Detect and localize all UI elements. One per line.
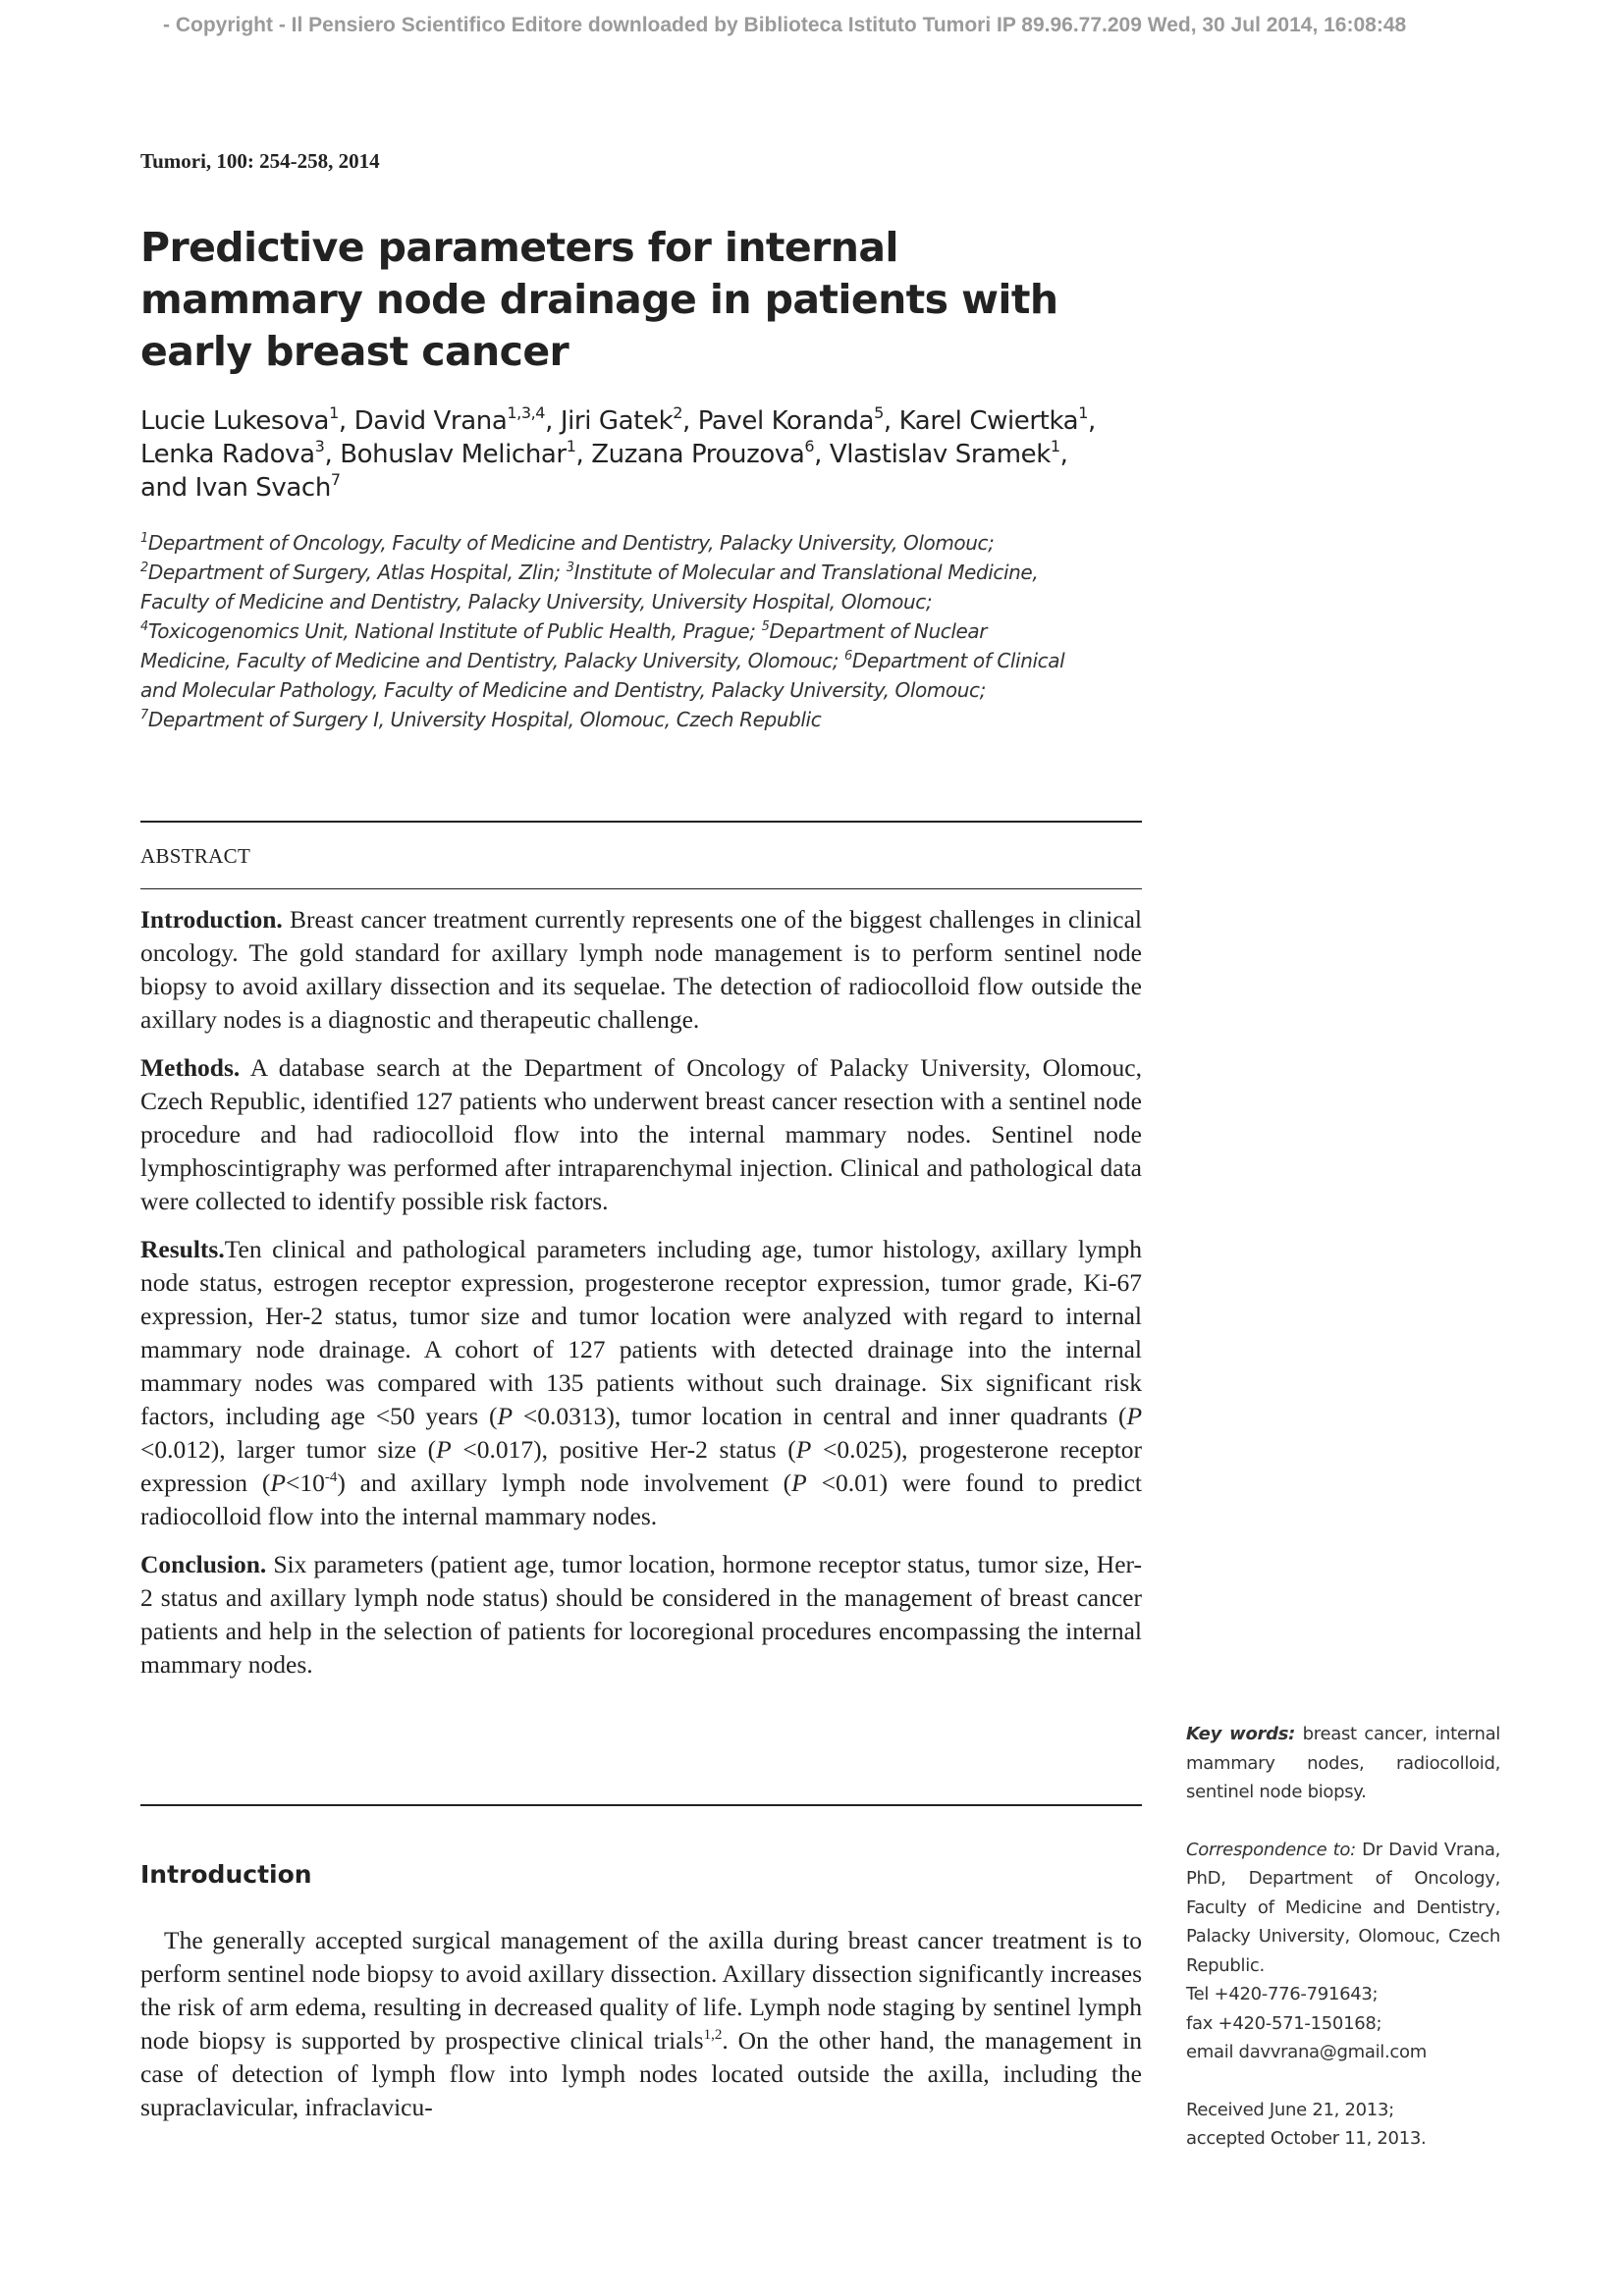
author-name: and Ivan Svach — [140, 473, 331, 503]
p-value: <10 — [285, 1468, 325, 1497]
affiliation-list — [140, 528, 1142, 734]
affiliation-line — [140, 528, 1142, 558]
journal-reference: Tumori, 100: 254-258, 2014 — [140, 149, 380, 173]
affiliation-line — [140, 675, 1142, 705]
p-value: <0.012), larger tumor size ( — [140, 1435, 437, 1464]
abstract-introduction-text: Breast cancer treatment currently represents one of the biggest challenges in clinical oncology. The gold standard for axillary lymph node management is to perform sentinel node biopsy to avoid axillary dissection and its sequelae. The detection of radiocolloid flow outside the axillary nodes is a diagnostic and therapeutic challenge. — [140, 905, 1142, 1034]
introduction-text: The generally accepted surgical management of the axilla during breast cancer treatment is to perform sentinel node biopsy to avoid axillary dissection. Axillary dissection significantly increases the risk of arm edema, resulting in decreased quality of life. Lymph node staging by sentinel lymph node biopsy is supported by prospective clinical trials — [140, 1926, 1142, 2055]
author-affiliation-marker: 1 — [566, 437, 576, 455]
correspondence-fax: fax +420-571-150168; — [1186, 2012, 1382, 2034]
affiliation-text: Department of Surgery, Atlas Hospital, Zlin; — [147, 561, 567, 584]
affiliation-marker: 7 — [140, 708, 148, 722]
keywords-block — [1186, 1720, 1500, 1807]
p-value: <0.0313), tumor location in central and inner quadrants ( — [522, 1402, 1127, 1430]
affiliation-text: Medicine, Faculty of Medicine and Dentistry, Palacky University, Olomouc; — [140, 649, 845, 672]
author-name: Lucie Lukesova — [140, 406, 330, 436]
author-affiliation-marker: 1 — [1078, 403, 1088, 422]
author-affiliation-marker: 3 — [314, 437, 325, 455]
affiliation-marker: 4 — [140, 619, 148, 634]
abstract-introduction — [140, 903, 1142, 1037]
author-affiliation-marker: 7 — [330, 470, 341, 489]
p-value: <0.017), positive Her-2 status ( — [462, 1435, 796, 1464]
abstract-introduction-label: Introduction. — [140, 905, 283, 934]
author-name: Pavel Koranda — [697, 406, 875, 436]
author-separator: , — [682, 406, 698, 436]
affiliation-line — [140, 646, 1142, 675]
correspondence-label: Correspondence to: — [1186, 1839, 1356, 1860]
affiliation-text: Institute of Molecular and Translational Medicine, — [573, 561, 1039, 584]
abstract-heading-rule — [140, 888, 1142, 889]
abstract-results-label: Results. — [140, 1235, 225, 1263]
affiliation-text: Department of Surgery I, University Hospital, Olomouc, Czech Republic — [147, 708, 822, 731]
affiliation-marker: 3 — [566, 561, 574, 575]
author-affiliation-marker: 1,3,4 — [507, 403, 546, 422]
introduction-paragraph — [140, 1924, 1142, 2124]
abstract-methods-text: A database search at the Department of Oncology of Palacky University, Olomouc, Czech Republic, identified 127 patients who underwent breast cancer resection with a sentinel node procedure and had radiocolloid flow into the internal mammary nodes. Sentinel node lymphoscintigraphy was performed after intraparenchymal injection. Clinical and pathological data were collected to identify possible risk factors. — [140, 1053, 1142, 1215]
p-letter: P — [1126, 1402, 1143, 1430]
abstract-results-text: Ten clinical and pathological parameters including age, tumor histology, axillary lymph node status, estrogen receptor expression, progesterone receptor expression, tumor grade, Ki-67 expression, Her-2 status, tumor size and tumor location were analyzed with regard to internal mammary node drainage. A cohort of 127 patients with detected drainage into the internal mammary nodes was compared with 135 patients without such drainage. Six significant risk factors, including age <50 years ( — [140, 1235, 1142, 1430]
abstract-body — [140, 903, 1142, 1696]
sidebar-notes — [1186, 1720, 1500, 2182]
affiliation-line — [140, 616, 1142, 646]
author-line — [140, 438, 1162, 471]
author-separator: , — [324, 440, 341, 469]
affiliation-text: Toxicogenomics Unit, National Institute of Public Health, Prague; — [147, 619, 762, 643]
keywords-text: breast cancer, internal mammary nodes, radiocolloid, sentinel node biopsy. — [1186, 1724, 1500, 1802]
introduction-heading: Introduction — [140, 1860, 312, 1889]
author-affiliation-marker: 1 — [329, 403, 339, 422]
author-separator: , — [575, 440, 592, 469]
abstract-heading: ABSTRACT — [140, 844, 251, 868]
author-separator: , — [338, 406, 354, 436]
p-value: <0.025), progesterone receptor expression ( — [140, 1435, 1143, 1497]
author-name: Zuzana Prouzova — [591, 440, 805, 469]
abstract-conclusion-text: Six parameters (patient age, tumor location, hormone receptor status, tumor size, Her-2 status and axillary lymph node status) should be considered in the management of breast cancer patients and help in the selection of patients for locoregional procedures encompassing the internal mammary nodes. — [140, 1550, 1143, 1679]
article-title: Predictive parameters for internal mammary node drainage in patients with early breast cancer — [140, 224, 1058, 375]
accepted-date: accepted October 11, 2013. — [1186, 2128, 1427, 2149]
author-separator: , — [1087, 406, 1096, 436]
correspondence-text: Dr David Vrana, PhD, Department of Oncology, Faculty of Medicine and Dentistry, Palacky University, Olomouc, Czech Republic. — [1186, 1839, 1500, 1976]
author-separator: , — [1059, 440, 1068, 469]
copyright-notice: - Copyright - Il Pensiero Scientifico Editore downloaded by Biblioteca Istituto Tumori IP 89.96.77.209 Wed, 30 Jul 2014, 16:08:48 — [163, 14, 1407, 36]
author-separator: , — [814, 440, 830, 469]
affiliation-text: Department of Clinical — [851, 649, 1065, 672]
author-list — [140, 404, 1162, 505]
author-name: Jiri Gatek — [560, 406, 674, 436]
correspondence-email[interactable]: email davvrana@gmail.com — [1186, 2042, 1427, 2062]
abstract-methods-label: Methods. — [140, 1053, 241, 1082]
abstract-conclusion-label: Conclusion. — [140, 1550, 267, 1578]
author-line — [140, 471, 1162, 505]
author-name: Bohuslav Melichar — [340, 440, 567, 469]
author-separator: , — [545, 406, 561, 436]
correspondence-tel: Tel +420-776-791643; — [1186, 1984, 1379, 2004]
p-exponent: -4 — [324, 1469, 338, 1485]
abstract-methods — [140, 1051, 1142, 1218]
affiliation-text: Department of Nuclear — [769, 619, 988, 643]
affiliation-marker: 2 — [140, 561, 148, 575]
p-letter: P — [791, 1468, 807, 1497]
introduction-text: . On the other hand, the management in case of detection of lymph flow into lymph nodes located outside the axilla, including the supraclavicular, infraclavicu- — [140, 2026, 1142, 2121]
author-affiliation-marker: 2 — [673, 403, 683, 422]
author-name: Karel Cwiertka — [898, 406, 1079, 436]
author-name: Vlastislav Sramek — [829, 440, 1051, 469]
affiliation-line — [140, 558, 1142, 587]
abstract-top-rule — [140, 821, 1142, 823]
p-value: ) and axillary lymph node involvement ( — [337, 1468, 792, 1497]
affiliation-marker: 5 — [761, 619, 770, 634]
keywords-label: Key words: — [1186, 1724, 1296, 1744]
p-letter: P — [497, 1402, 514, 1430]
abstract-conclusion — [140, 1548, 1142, 1682]
author-separator: , — [883, 406, 899, 436]
author-affiliation-marker: 5 — [874, 403, 884, 422]
abstract-results — [140, 1233, 1142, 1533]
affiliation-line — [140, 705, 1142, 734]
affiliation-text: and Molecular Pathology, Faculty of Medicine and Dentistry, Palacky University, Olomouc; — [140, 678, 986, 702]
p-letter: P — [436, 1435, 452, 1464]
correspondence-block — [1186, 1836, 1500, 2067]
author-name: David Vrana — [353, 406, 508, 436]
affiliation-text: Department of Oncology, Faculty of Medicine and Dentistry, Palacky University, Olomouc; — [147, 531, 995, 555]
affiliation-line — [140, 587, 1142, 616]
citation-ref: 1,2 — [703, 2027, 723, 2043]
p-letter: P — [795, 1435, 812, 1464]
abstract-bottom-rule — [140, 1804, 1142, 1806]
p-letter: P — [270, 1468, 286, 1497]
affiliation-marker: 1 — [140, 531, 148, 546]
affiliation-text: Faculty of Medicine and Dentistry, Palacky University, University Hospital, Olomouc; — [140, 590, 933, 614]
dates-block — [1186, 2096, 1500, 2154]
p-value: <0.01) were found to predict radiocolloid flow into the internal mammary nodes. — [140, 1468, 1142, 1530]
received-date: Received June 21, 2013; — [1186, 2099, 1394, 2120]
author-line — [140, 404, 1162, 438]
author-affiliation-marker: 6 — [804, 437, 815, 455]
author-affiliation-marker: 1 — [1050, 437, 1060, 455]
author-name: Lenka Radova — [140, 440, 315, 469]
affiliation-marker: 6 — [844, 649, 852, 664]
